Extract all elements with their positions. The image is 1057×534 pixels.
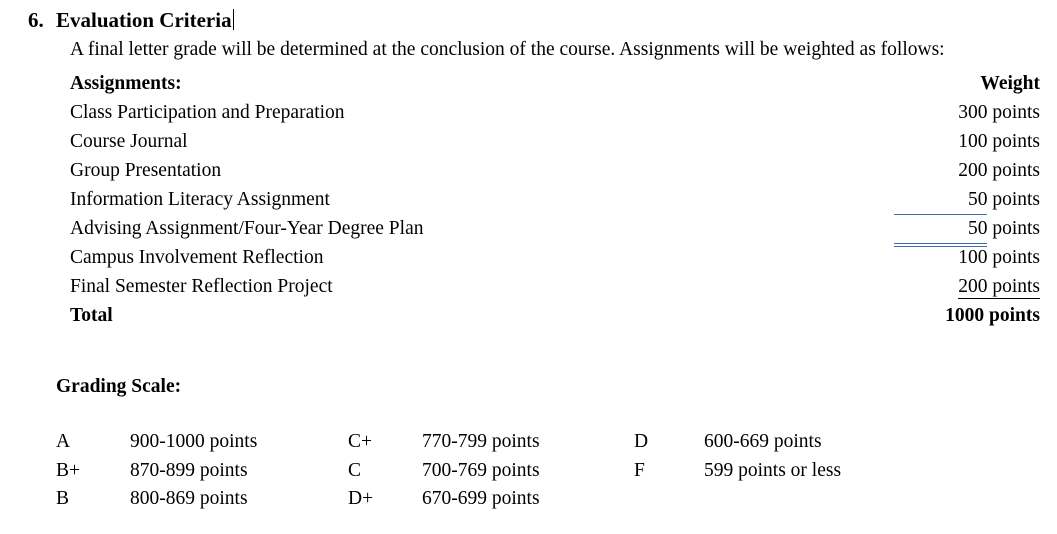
assignment-weight [830, 98, 1040, 127]
assignment-weight-unit: points [992, 101, 1040, 123]
assignment-weight-unit: points [992, 217, 1040, 239]
grade-letter [634, 489, 704, 518]
grade-range: 700-769 points [422, 459, 540, 481]
assignment-weight-unit: points [992, 188, 1040, 210]
assignments-header: Assignments: [70, 72, 182, 94]
grade-range: 900-1000 points [130, 431, 258, 452]
grade-range: 599 points or less [704, 459, 842, 481]
table-row [56, 489, 841, 518]
total-label: Total [70, 305, 113, 327]
revision-underline [894, 243, 988, 244]
assignment-weight [830, 156, 1040, 185]
edited-weight-value [894, 185, 988, 214]
assignment-weight-value: 100 [958, 246, 988, 268]
table-row [70, 98, 1040, 127]
assignment-weight-value: 200 [958, 275, 988, 297]
table-header-row [70, 69, 1040, 98]
table-row [70, 156, 1040, 185]
grade-letter: F [634, 459, 645, 481]
assignment-name: Group Presentation [70, 159, 222, 181]
section-title [56, 8, 234, 33]
section-title-text: Evaluation Criteria [56, 8, 232, 32]
table-total-row [70, 301, 1040, 330]
table-row [56, 461, 841, 490]
grade-letter: B [56, 488, 70, 509]
grade-letter: C+ [348, 431, 373, 452]
assignment-weight-unit: points [992, 130, 1040, 152]
assignment-weight-value: 100 [958, 130, 988, 152]
assignment-weight-value: 50 [967, 188, 988, 210]
section-number: 6. [28, 8, 44, 32]
table-row [56, 432, 841, 461]
table-row [70, 243, 1040, 272]
assignment-weight [830, 272, 1040, 301]
grading-scale-title: Grading Scale: [56, 376, 182, 397]
grade-range [704, 489, 841, 518]
assignment-weight [830, 127, 1040, 156]
assignment-weight [830, 214, 1040, 243]
assignments-table-body [70, 69, 1040, 330]
assignment-weight-value: 300 [958, 101, 988, 123]
grade-letter: D [634, 431, 649, 452]
assignment-weight [830, 185, 1040, 214]
grade-range: 670-699 points [422, 488, 540, 509]
edited-weight-value [894, 214, 988, 243]
grade-range: 800-869 points [130, 488, 248, 509]
grade-range: 870-899 points [130, 459, 248, 481]
underlined-weight [958, 275, 1040, 299]
assignment-name: Campus Involvement Reflection [70, 246, 324, 268]
assignment-weight-value: 50 [967, 217, 988, 239]
assignment-weight [830, 243, 1040, 272]
evaluation-criteria-section [28, 8, 1038, 330]
table-row [70, 127, 1040, 156]
table-row [70, 214, 1040, 243]
weight-header: Weight [980, 72, 1040, 94]
text-cursor [233, 9, 234, 30]
table-row [70, 185, 1040, 214]
grade-range: 600-669 points [704, 431, 822, 452]
assignments-table [70, 69, 1040, 330]
grade-letter: D+ [348, 488, 374, 509]
grading-scale-body [56, 432, 841, 518]
grade-range: 770-799 points [422, 431, 540, 452]
assignment-weight-unit: points [992, 275, 1040, 297]
assignment-name: Final Semester Reflection Project [70, 275, 333, 297]
assignment-name: Advising Assignment/Four-Year Degree Plan [70, 217, 424, 239]
grading-scale-table [56, 432, 841, 518]
intro-paragraph: A final letter grade will be determined at the conclusion of the course. Assignments will be weighted as follows: [70, 39, 945, 60]
revision-underline-secondary [894, 246, 988, 247]
assignment-weight-unit: points [992, 246, 1040, 268]
assignment-weight-value: 200 [958, 159, 988, 181]
grade-letter: A [56, 431, 71, 452]
assignment-name: Course Journal [70, 130, 188, 152]
table-row [70, 272, 1040, 301]
assignment-name: Information Literacy Assignment [70, 188, 330, 210]
section-heading [28, 8, 1038, 33]
grade-letter: C [348, 459, 362, 481]
total-value: 1000 points [945, 305, 1040, 327]
grade-letter: B+ [56, 459, 81, 481]
assignment-weight-unit: points [992, 159, 1040, 181]
assignment-name: Class Participation and Preparation [70, 101, 345, 123]
